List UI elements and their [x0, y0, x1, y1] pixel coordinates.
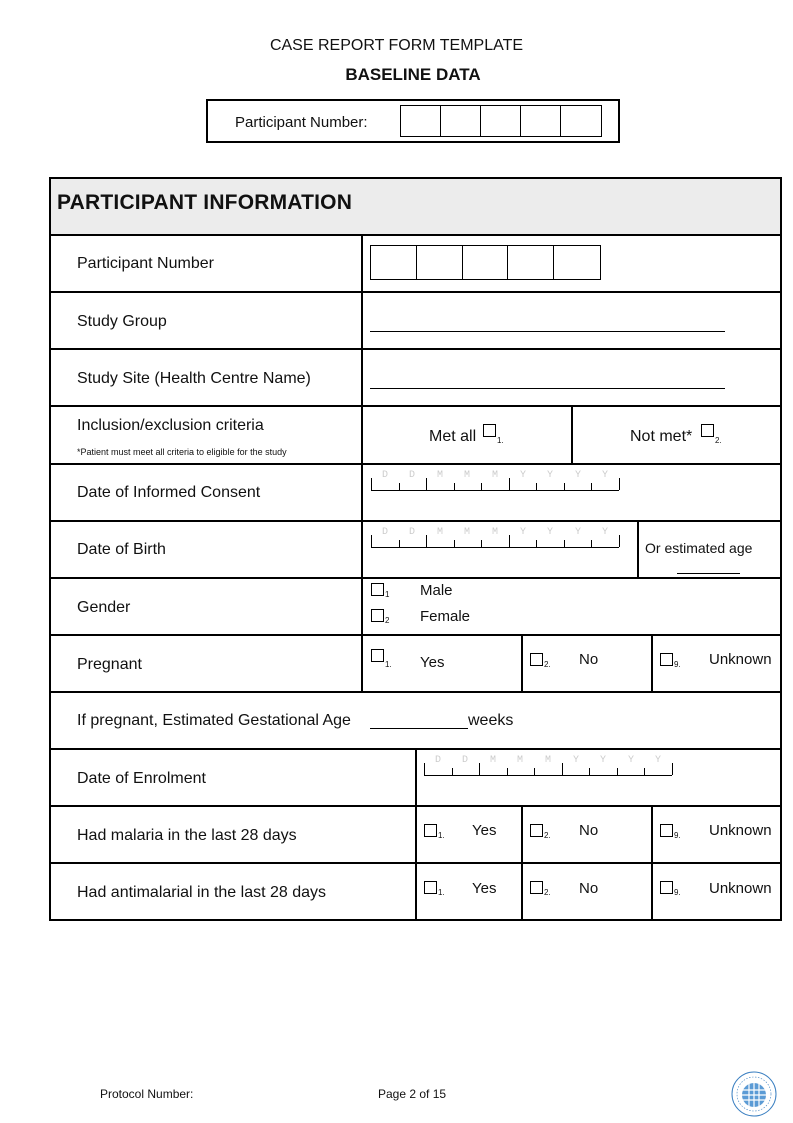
antimalarial-unknown-checkbox[interactable]	[660, 881, 673, 894]
consent-date-label: Date of Informed Consent	[77, 484, 261, 501]
date-tick	[371, 478, 372, 490]
pregnant-yes-code: 1.	[385, 660, 392, 669]
dob-label: Date of Birth	[77, 541, 166, 558]
inclusion-note: *Patient must meet all criteria to eligible for the study	[77, 447, 287, 457]
column-divider	[651, 634, 653, 693]
date-tick	[564, 540, 565, 547]
digit-box[interactable]	[521, 106, 561, 136]
date-placeholder-letter: Y	[547, 527, 554, 538]
participant-number-box	[206, 99, 620, 143]
antimalarial-label: Had antimalarial in the last 28 days	[77, 884, 327, 901]
column-divider	[521, 634, 523, 693]
date-placeholder-letter: Y	[628, 755, 635, 766]
gender-male-code: 1	[385, 590, 390, 599]
antimalarial-no-checkbox[interactable]	[530, 881, 543, 894]
column-divider	[521, 805, 523, 921]
date-tick	[481, 483, 482, 490]
date-placeholder-letter: M	[492, 470, 499, 481]
malaria-no-code: 2.	[544, 831, 551, 840]
gender-male-checkbox[interactable]	[371, 583, 384, 596]
date-tick	[619, 535, 620, 547]
antimalarial-yes-checkbox[interactable]	[424, 881, 437, 894]
digit-box[interactable]	[371, 246, 417, 279]
estimated-age-field[interactable]	[677, 573, 740, 574]
date-placeholder-letter: M	[490, 755, 497, 766]
date-tick	[481, 540, 482, 547]
pregnant-label: Pregnant	[77, 656, 142, 673]
row-divider	[49, 234, 782, 236]
date-tick	[644, 768, 645, 775]
column-divider	[361, 234, 363, 693]
participant-number-digits[interactable]	[400, 105, 602, 137]
row-divider	[49, 520, 782, 522]
malaria-unknown-label: Unknown	[709, 822, 772, 839]
row-divider	[49, 291, 782, 293]
antimalarial-no-label: No	[579, 880, 599, 897]
date-placeholder-letter: Y	[602, 527, 609, 538]
malaria-unknown-code: 9.	[674, 831, 681, 840]
date-tick	[509, 535, 510, 547]
gender-label: Gender	[77, 599, 131, 616]
digit-box[interactable]	[508, 246, 554, 279]
date-tick	[562, 763, 563, 775]
date-tick	[589, 768, 590, 775]
digit-box[interactable]	[554, 246, 600, 279]
gender-female-code: 2	[385, 616, 390, 625]
met-all-code: 1.	[497, 436, 504, 445]
malaria-yes-checkbox[interactable]	[424, 824, 437, 837]
pregnant-unknown-checkbox[interactable]	[660, 653, 673, 666]
row-divider	[49, 577, 782, 579]
gestational-age-unit: weeks	[468, 712, 514, 729]
date-tick	[672, 763, 673, 775]
antimalarial-yes-label: Yes	[472, 880, 497, 897]
date-tick	[591, 540, 592, 547]
malaria-label: Had malaria in the last 28 days	[77, 827, 297, 844]
not-met-label: Not met*	[630, 428, 693, 445]
date-placeholder-letter: Y	[602, 470, 609, 481]
study-site-field[interactable]	[370, 388, 725, 389]
pregnant-unknown-code: 9.	[674, 660, 681, 669]
date-placeholder-letter: D	[435, 755, 442, 766]
participant-number-row-label: Participant Number	[77, 255, 214, 272]
digit-box[interactable]	[481, 106, 521, 136]
date-placeholder-letter: Y	[600, 755, 607, 766]
date-placeholder-letter: D	[382, 527, 389, 538]
gestational-age-field[interactable]	[370, 728, 468, 729]
pregnant-yes-checkbox[interactable]	[371, 649, 384, 662]
date-placeholder-letter: Y	[573, 755, 580, 766]
antimalarial-unknown-label: Unknown	[709, 880, 772, 897]
estimated-age-label: Or estimated age	[645, 540, 753, 556]
date-placeholder-letter: M	[517, 755, 524, 766]
date-tick	[371, 535, 372, 547]
study-group-field[interactable]	[370, 331, 725, 332]
malaria-yes-label: Yes	[472, 822, 497, 839]
date-tick	[536, 540, 537, 547]
consent-date-field[interactable]	[371, 470, 619, 491]
row-divider	[49, 463, 782, 465]
pregnant-no-label: No	[579, 651, 599, 668]
date-placeholder-letter: Y	[520, 527, 527, 538]
study-group-label: Study Group	[77, 313, 167, 330]
enrolment-date-field[interactable]	[424, 755, 672, 776]
participant-number-label: Participant Number:	[235, 114, 368, 131]
antimalarial-no-code: 2.	[544, 888, 551, 897]
pregnant-unknown-label: Unknown	[709, 651, 772, 668]
date-tick	[534, 768, 535, 775]
date-tick	[424, 763, 425, 775]
dob-date-field[interactable]	[371, 527, 619, 548]
date-tick	[454, 540, 455, 547]
gestational-age-label: If pregnant, Estimated Gestational Age	[77, 712, 351, 729]
form-title: CASE REPORT FORM TEMPLATE	[269, 37, 524, 54]
section-title: PARTICIPANT INFORMATION	[57, 191, 353, 214]
digit-box[interactable]	[417, 246, 463, 279]
met-all-label: Met all	[429, 428, 477, 445]
study-site-label: Study Site (Health Centre Name)	[77, 370, 311, 387]
participant-number-row-digits[interactable]	[370, 245, 601, 280]
date-tick	[399, 483, 400, 490]
row-divider	[49, 691, 782, 693]
date-tick	[564, 483, 565, 490]
date-tick	[426, 478, 427, 490]
malaria-no-label: No	[579, 822, 599, 839]
gender-male-label: Male	[420, 582, 453, 599]
column-divider	[571, 405, 573, 465]
date-placeholder-letter: M	[492, 527, 499, 538]
page-number: Page 2 of 15	[378, 1087, 447, 1101]
date-placeholder-letter: Y	[655, 755, 662, 766]
row-divider	[49, 634, 782, 636]
date-placeholder-letter: M	[437, 527, 444, 538]
date-placeholder-letter: Y	[575, 470, 582, 481]
date-tick	[454, 483, 455, 490]
form-subtitle: BASELINE DATA	[345, 65, 481, 84]
not-met-checkbox[interactable]	[701, 424, 714, 437]
date-placeholder-letter: Y	[520, 470, 527, 481]
malaria-yes-code: 1.	[438, 831, 445, 840]
date-placeholder-letter: M	[437, 470, 444, 481]
column-divider	[637, 520, 639, 579]
digit-box[interactable]	[561, 106, 601, 136]
date-placeholder-letter: M	[464, 527, 471, 538]
antimalarial-yes-code: 1.	[438, 888, 445, 897]
date-placeholder-letter: D	[409, 470, 416, 481]
inclusion-label: Inclusion/exclusion criteria	[77, 417, 264, 434]
date-tick	[479, 763, 480, 775]
pregnant-no-code: 2.	[544, 660, 551, 669]
date-placeholder-letter: Y	[575, 527, 582, 538]
date-placeholder-letter: Y	[547, 470, 554, 481]
antimalarial-unknown-code: 9.	[674, 888, 681, 897]
date-tick	[426, 535, 427, 547]
column-divider	[651, 805, 653, 921]
date-tick	[507, 768, 508, 775]
network-logo-icon	[730, 1070, 778, 1118]
not-met-code: 2.	[715, 436, 722, 445]
gender-female-label: Female	[420, 608, 471, 625]
row-divider	[49, 348, 782, 350]
date-tick	[619, 478, 620, 490]
date-tick	[591, 483, 592, 490]
date-placeholder-letter: D	[409, 527, 416, 538]
met-all-checkbox[interactable]	[483, 424, 496, 437]
gender-female-checkbox[interactable]	[371, 609, 384, 622]
malaria-no-checkbox[interactable]	[530, 824, 543, 837]
enrolment-date-label: Date of Enrolment	[77, 770, 206, 787]
date-tick	[399, 540, 400, 547]
date-placeholder-letter: M	[545, 755, 552, 766]
date-tick	[452, 768, 453, 775]
digit-box[interactable]	[463, 246, 509, 279]
protocol-number-label: Protocol Number:	[100, 1087, 194, 1101]
pregnant-no-checkbox[interactable]	[530, 653, 543, 666]
date-placeholder-letter: D	[462, 755, 469, 766]
malaria-unknown-checkbox[interactable]	[660, 824, 673, 837]
date-tick	[536, 483, 537, 490]
pregnant-yes-label: Yes	[420, 654, 445, 671]
date-placeholder-letter: D	[382, 470, 389, 481]
date-tick	[617, 768, 618, 775]
column-divider	[415, 748, 417, 921]
digit-box[interactable]	[441, 106, 481, 136]
date-placeholder-letter: M	[464, 470, 471, 481]
row-divider	[49, 405, 782, 407]
digit-box[interactable]	[401, 106, 441, 136]
date-tick	[509, 478, 510, 490]
